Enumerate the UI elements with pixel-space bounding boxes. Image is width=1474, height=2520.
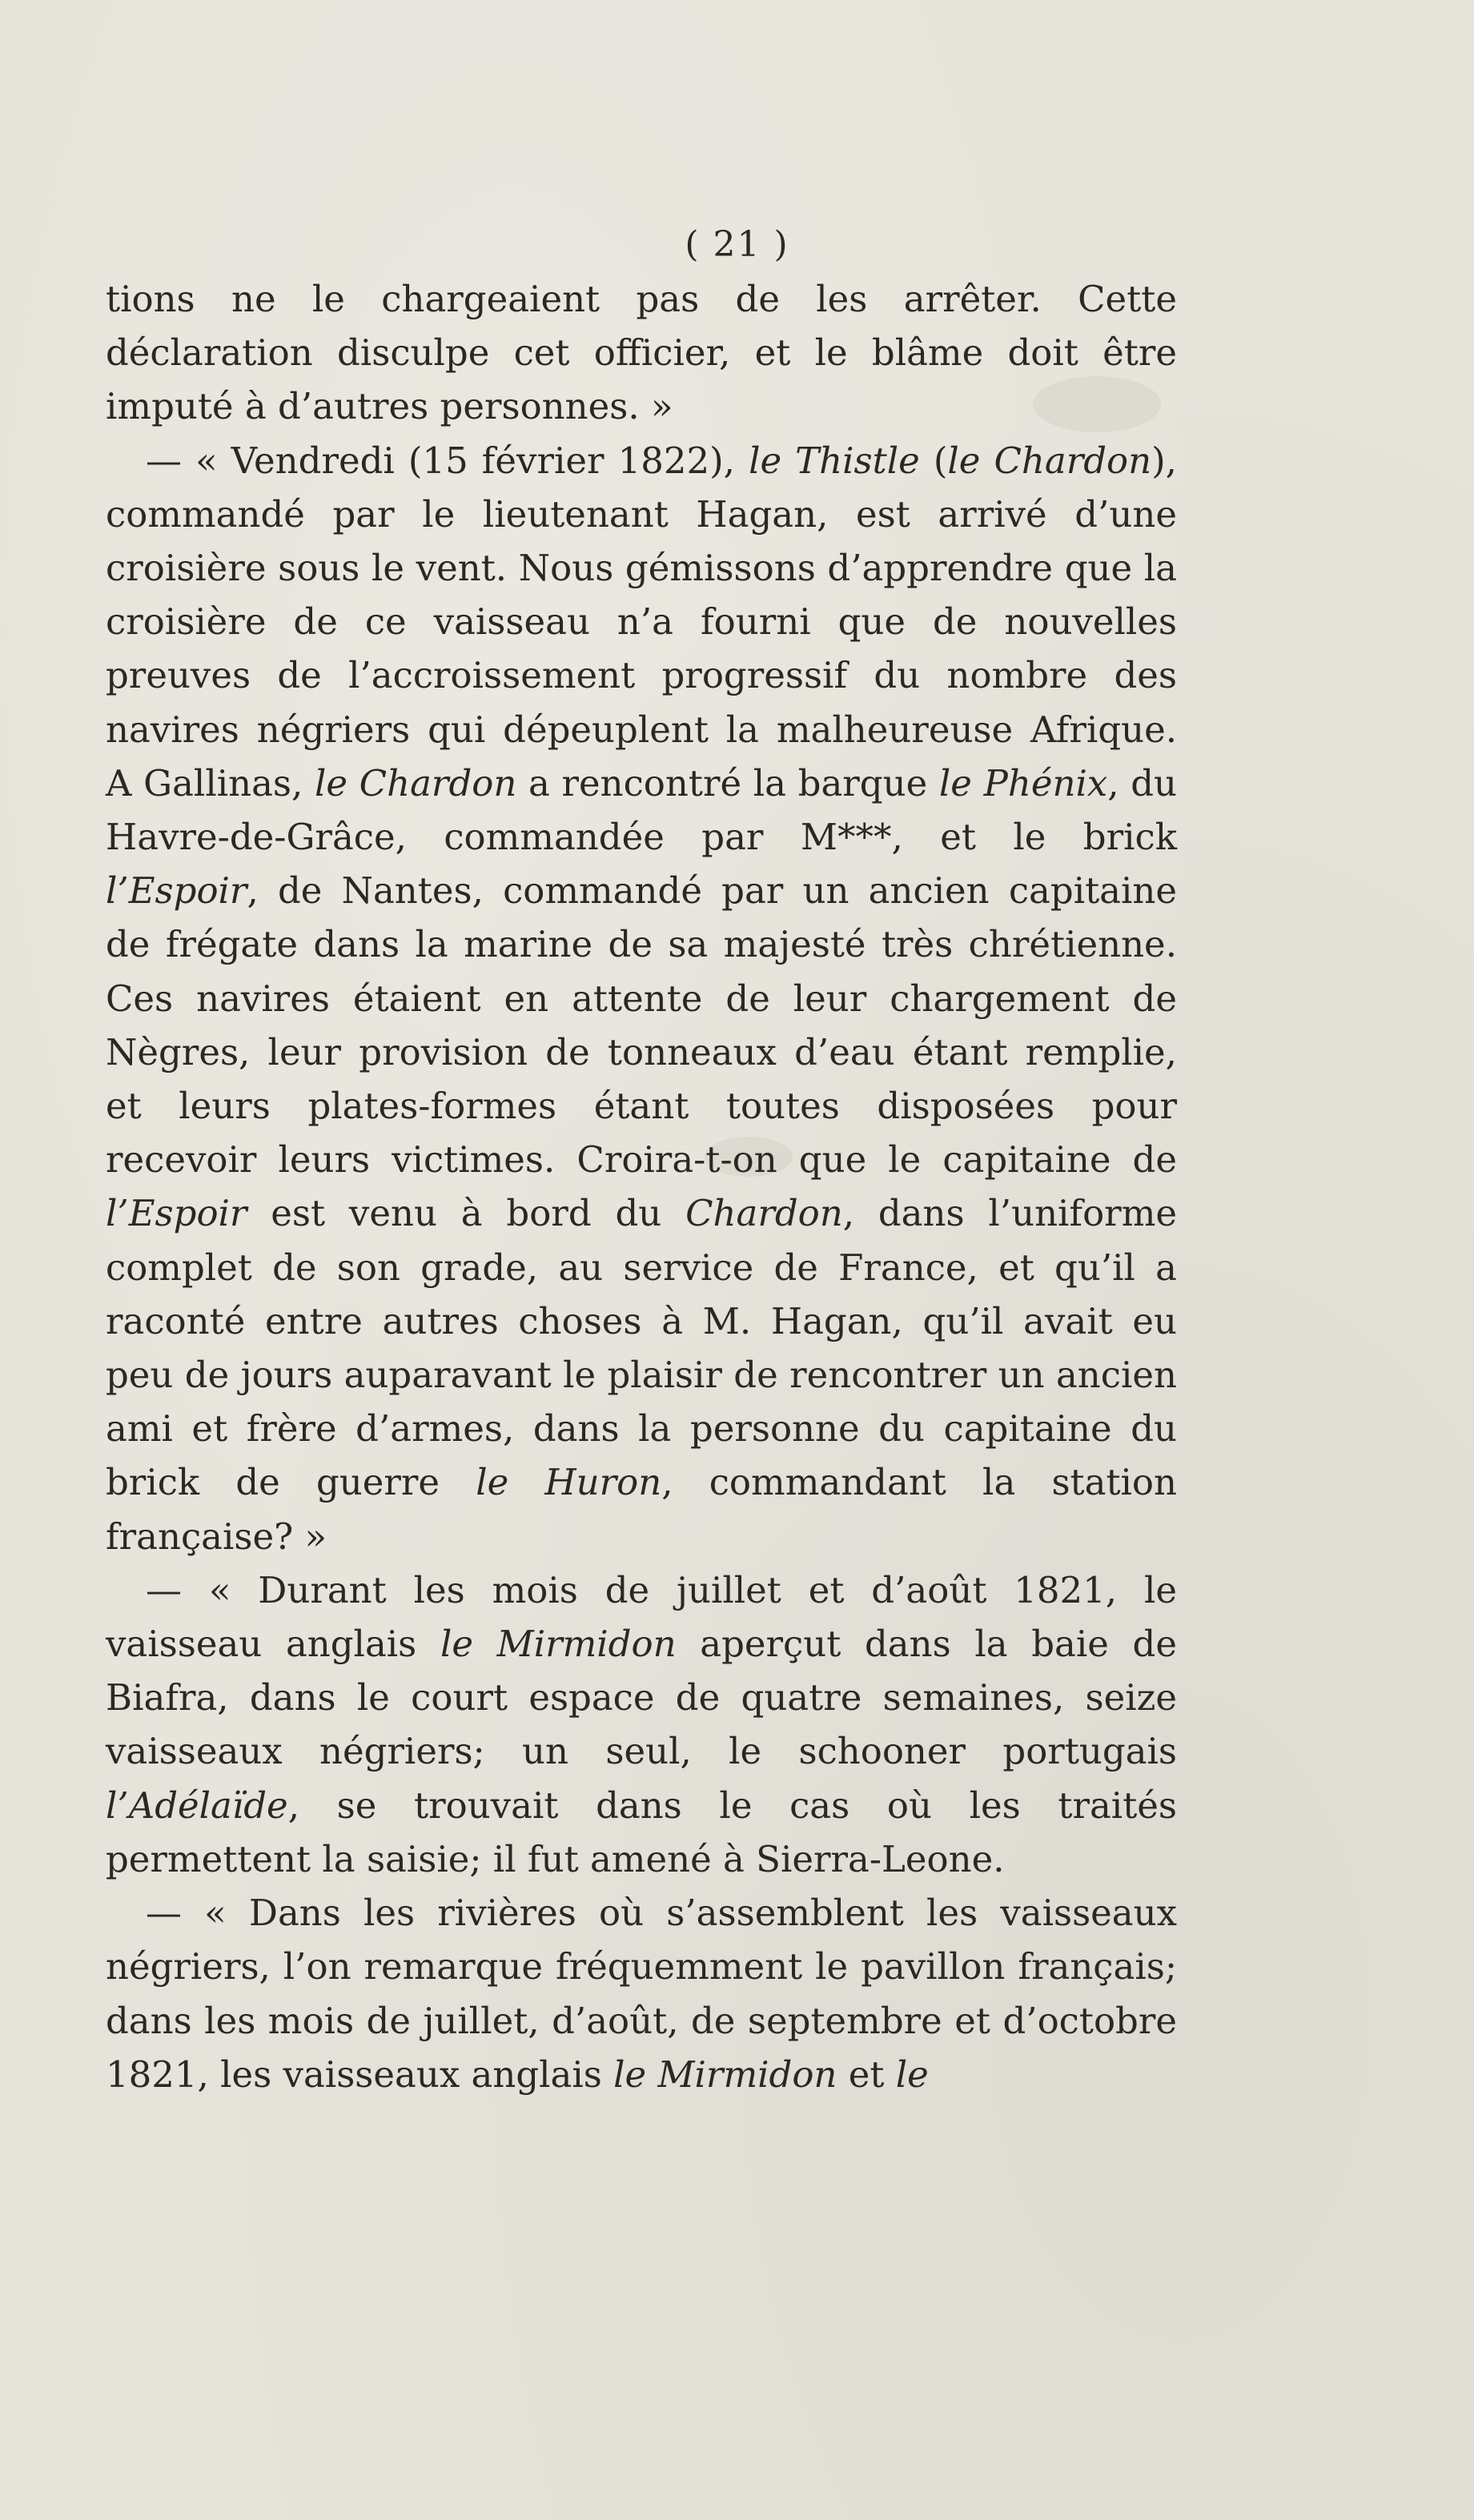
text-run: — « Vendredi (15 février 1822), [146, 439, 749, 482]
text-run: est venu à bord du [247, 1192, 686, 1235]
italic-title: le Chardon [315, 761, 517, 805]
text-run: aperçut dans la baie de Biafra, dans le court espace de quatre semaines, seize vaisseaux négriers; un seul, le schooner portugais [106, 1623, 1177, 1773]
italic-title: le [895, 2053, 929, 2096]
italic-title: l’Espoir [106, 1192, 247, 1235]
text-run: , se trouvait dans le cas où les traités permettent la saisie; il fut amené à Sierra-Leone. [106, 1784, 1177, 1880]
italic-title: l’Espoir [106, 869, 247, 913]
italic-title: Chardon [685, 1192, 843, 1235]
paragraph [106, 434, 1177, 1563]
text-run: , de Nantes, commandé par un ancien capitaine de frégate dans la marine de sa majesté très chrétienne. Ces navires étaient en attente de leur chargement de Nègres, leur provision de tonneaux d’eau étant remplie, et leurs plates-formes étant toutes disposées pour recevoir leurs victimes. Croira-t-on que le capitaine de [106, 869, 1177, 1182]
body-text [106, 272, 1177, 2101]
text-run: a rencontré la barque [516, 761, 939, 805]
italic-title: le Thistle [749, 439, 920, 482]
text-run: ), commandé par le lieutenant Hagan, est arrivé d’une croisière sous le vent. Nous gémissons d’apprendre que la croisière de ce vaisseau n’a fourni que de nouvelles preuves de l’accroissement progressif du nombre des navires négriers qui dépeuplent la malheureuse Afrique. A Gallinas, [106, 439, 1177, 805]
italic-title: l’Adélaïde [106, 1784, 288, 1827]
italic-title: le Chardon [947, 439, 1152, 482]
page-number: ( 21 ) [685, 224, 789, 265]
italic-title: le Phénix [938, 761, 1108, 805]
paragraph [106, 1563, 1177, 1886]
text-run: , du Havre-de-Grâce, commandée par M***, et le brick [106, 761, 1177, 859]
text-run: et [837, 2053, 896, 2096]
text-run: , commandant la station française? » [106, 1461, 1178, 1558]
italic-title: le Huron [476, 1461, 662, 1504]
text-run: — « Dans les rivières où s’assemblent les vaisseaux négriers, l’on remarque fréquemment le pavillon français; dans les mois de juillet, d’août, de septembre et d’octobre 1821, les vaisseaux anglais [106, 1892, 1177, 2096]
text-run: — « Durant les mois de juillet et d’août 1821, le vaisseau anglais [106, 1568, 1177, 1666]
text-run: tions ne le chargeaient pas de les arrêter. Cette déclaration disculpe cet officier, et le blâme doit être imputé à d’autres personnes. » [106, 278, 1177, 428]
text-run: ( [919, 439, 948, 482]
italic-title: le Mirmidon [613, 2053, 837, 2096]
text-run: , dans l’uniforme complet de son grade, au service de France, et qu’il a raconté entre autres choses à M. Hagan, qu’il avait eu peu de jours auparavant le plaisir de rencontrer un ancien ami et frère d’armes, dans la personne du capitaine du brick de guerre [106, 1192, 1177, 1504]
paragraph [106, 272, 1177, 434]
paragraph [106, 1886, 1177, 2101]
italic-title: le Mirmidon [440, 1623, 677, 1666]
